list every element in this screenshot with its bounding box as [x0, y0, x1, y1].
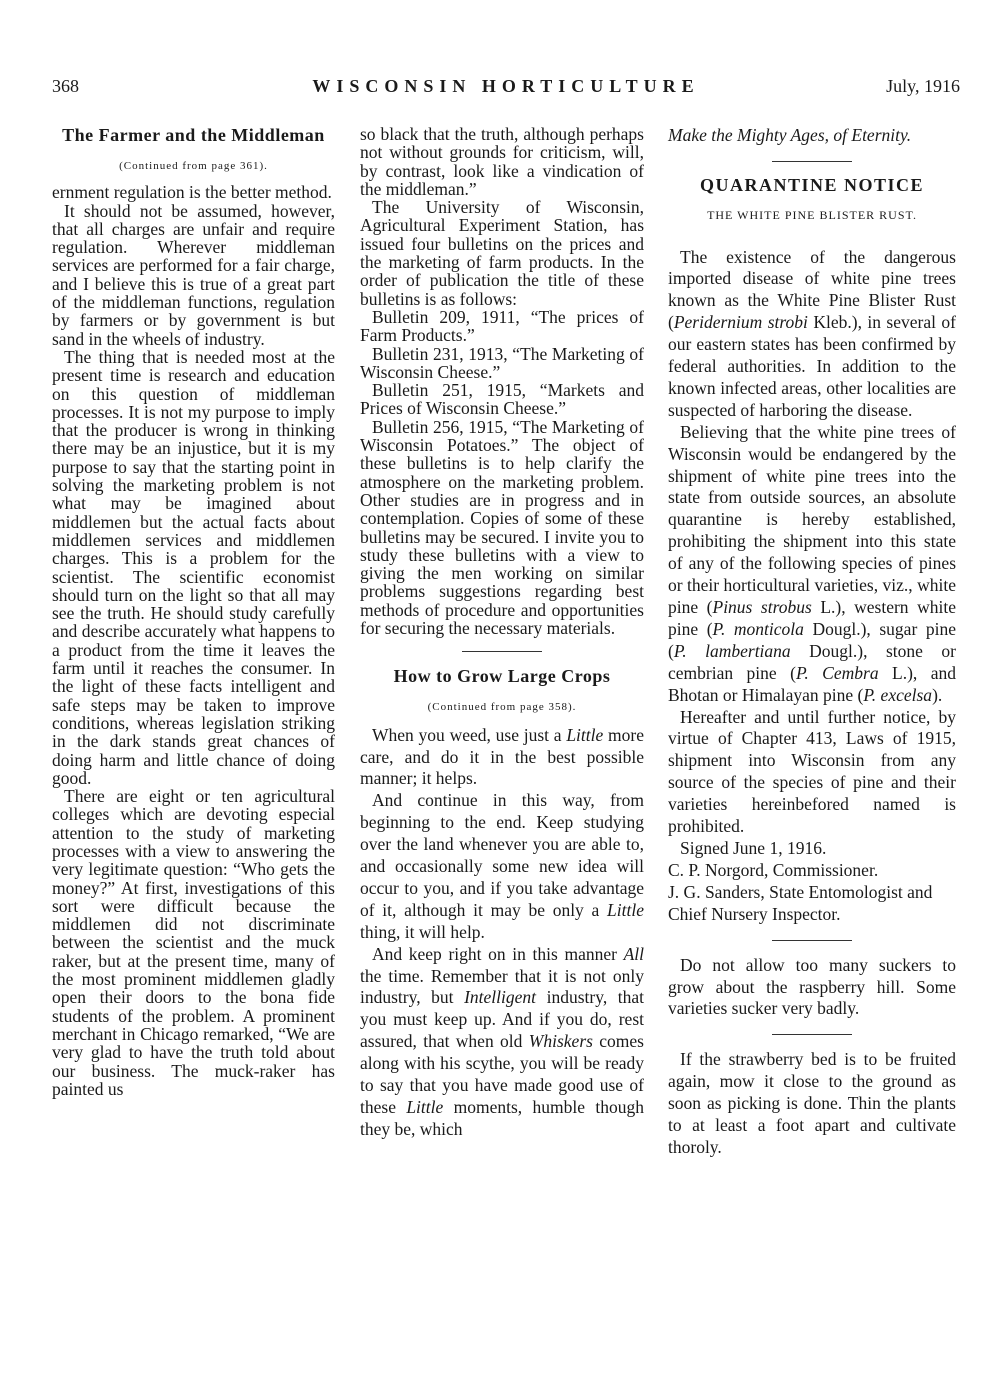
divider: [772, 1034, 852, 1035]
divider: [772, 161, 852, 162]
paragraph: The existence of the dangerous imported disease of white pine trees known as the White Pine Blister Rust (Peridernium strobi Kleb.), in several of our eastern states has been confirmed by federal authorities. In addition to the known infected areas, other localities are suspected of harboring the disease.: [668, 246, 956, 420]
paragraph: Hereafter and until further notice, by virtue of Chapter 413, Laws of 1915, shipment into Wisconsin from any source of the species of pine and their varieties hereinbefored named is prohibited.: [668, 706, 956, 837]
tip-raspberry: Do not allow too many suckers to grow about the raspberry hill. Some varieties sucker very badly.: [668, 954, 956, 1019]
continued-note: (Continued from page 361).: [119, 160, 268, 172]
divider: [462, 651, 542, 652]
paragraph: Bulletin 251, 1915, “Markets and Prices of Wisconsin Cheese.”: [360, 380, 644, 419]
column-3: [668, 125, 956, 1159]
column-2: [360, 125, 644, 1141]
notice-title: QUARANTINE NOTICE: [699, 174, 925, 195]
column-1: [52, 125, 335, 1098]
paragraph: Bulletin 209, 1911, “The prices of Farm Products.”: [360, 306, 644, 346]
paragraph: Believing that the white pine trees of Wisconsin would be endangered by the shipment of white pine trees into the state from outside sources, an absolute quarantine is hereby established, prohibiting the shipment into this state of any of the following species of pines or their horticultural varieties, viz., white pine (Pinus strobus L.), western white pine (P. monticola Dougl.), sugar pine (P. lambertiana Dougl.), stone or cembrian pine (P. Cembra L.), and Bhotan or Himalayan pine (P. excelsa).: [668, 421, 956, 705]
page-number: 368: [52, 76, 79, 96]
paragraph: Bulletin 231, 1913, “The Marketing of Wisconsin Cheese.”: [360, 343, 644, 382]
article-title-farmer-middleman: The Farmer and the Middleman: [62, 125, 325, 145]
running-title: WISCONSIN HORTICULTURE: [312, 76, 700, 96]
paragraph: Make the Mighty Ages, of Eternity.: [668, 125, 912, 145]
signature-commissioner: C. P. Norgord, Commissioner.: [668, 859, 879, 880]
paragraph: The University of Wisconsin, Agricultural Experiment Station, has issued four bulletins on the prices and the marketing of farm products. In the order of publication the title of these bulletins is as follows:: [360, 197, 644, 309]
paragraph: And continue in this way, from beginning to the end. Keep studying over the land whenever you are able to, and occasionally some new idea will occur to you, and if you take advantage of it, although it may be only a Little thing, it will help.: [360, 790, 644, 942]
signature-entomologist: J. G. Sanders, State Entomologist and Chief Nursery Inspector.: [668, 881, 933, 924]
continued-note: (Continued from page 358).: [427, 701, 577, 714]
signed-date: Signed June 1, 1916.: [680, 837, 827, 858]
paragraph: There are eight or ten agricultural colleges which are devoting especial attention to the study of marketing processes with a view to answering the very legitimate question: “Who gets the money?” At first, investigations of this sort were difficult because the middlemen did not discriminate between the scientist and the muck raker, but at the present time, many of the most prominent middlemen gladly open their doors to the bona fide students of the problem. A prominent merchant in Chicago remarked, “We are very glad to have the truth told about our business. The muck-raker has painted us: [52, 786, 335, 1099]
paragraph: And keep right on in this manner All the time. Remember that it is not only industry, but Intelligent industry, that you must keep up. And if you do, rest assured, that when old Whiskers comes along with his scythe, you will be ready to say that you have made good use of these Little moments, humble though they be, which: [360, 943, 644, 1139]
article-title-large-crops: How to Grow Large Crops: [393, 666, 611, 687]
paragraph: Bulletin 256, 1915, “The Marketing of Wisconsin Potatoes.” The object of these bulletins is to help clarify the atmosphere on the marketing problem. Other studies are in progress and in contemplation. Copies of some of these bulletins may be secured. I invite you to study these bulletins with a view to giving the men working on similar problems suggestions regarding best methods of procedure and opportunities for securing the necessary materials.: [360, 416, 644, 639]
issue-date: July, 1916: [886, 76, 960, 96]
paragraph: It should not be assumed, however, that all charges are unfair and require regulation. Wherever middleman services are performed for a fair charge, and I believe this is true of a great part of the middleman functions, regulation by farmers or by government is but sand in the wheels of industry.: [52, 200, 335, 349]
divider: [772, 940, 852, 941]
paragraph: When you weed, use just a Little more care, and do it in the best possible manner; it helps.: [360, 724, 644, 789]
notice-subtitle: THE WHITE PINE BLISTER RUST.: [707, 208, 917, 223]
paragraph: ernment regulation is the better method.: [52, 182, 332, 203]
paragraph: so black that the truth, although perhaps not without grounds for criticism, will, by contrast, look like a vindication of the middleman.”: [360, 124, 644, 199]
tip-strawberry: If the strawberry bed is to be fruited again, mow it close to the ground as soon as picking is done. Thin the plants to at least a foot apart and cultivate thoroly.: [668, 1049, 956, 1157]
paragraph: The thing that is needed most at the present time is research and education on this question of middleman processes. It is not my purpose to imply that the producer is wrong in thinking there may be an injustice, but it is my purpose to say that the starting point in solving the marketing problem is not what may be imagined about middlemen but the actual facts about middlemen services and middlemen charges. This is a problem for the scientist. The scientific economist should turn on the light so that all may see the truth. He should study carefully and describe accurately what happens to a product from the time it leaves the farm until it reaches the consumer. In the light of these facts intelligent and safe steps may be taken to improve conditions, whereas legislation striking in the dark stands great chances of doing harm and little chance of doing good.: [52, 346, 335, 788]
page-header: [52, 76, 960, 106]
